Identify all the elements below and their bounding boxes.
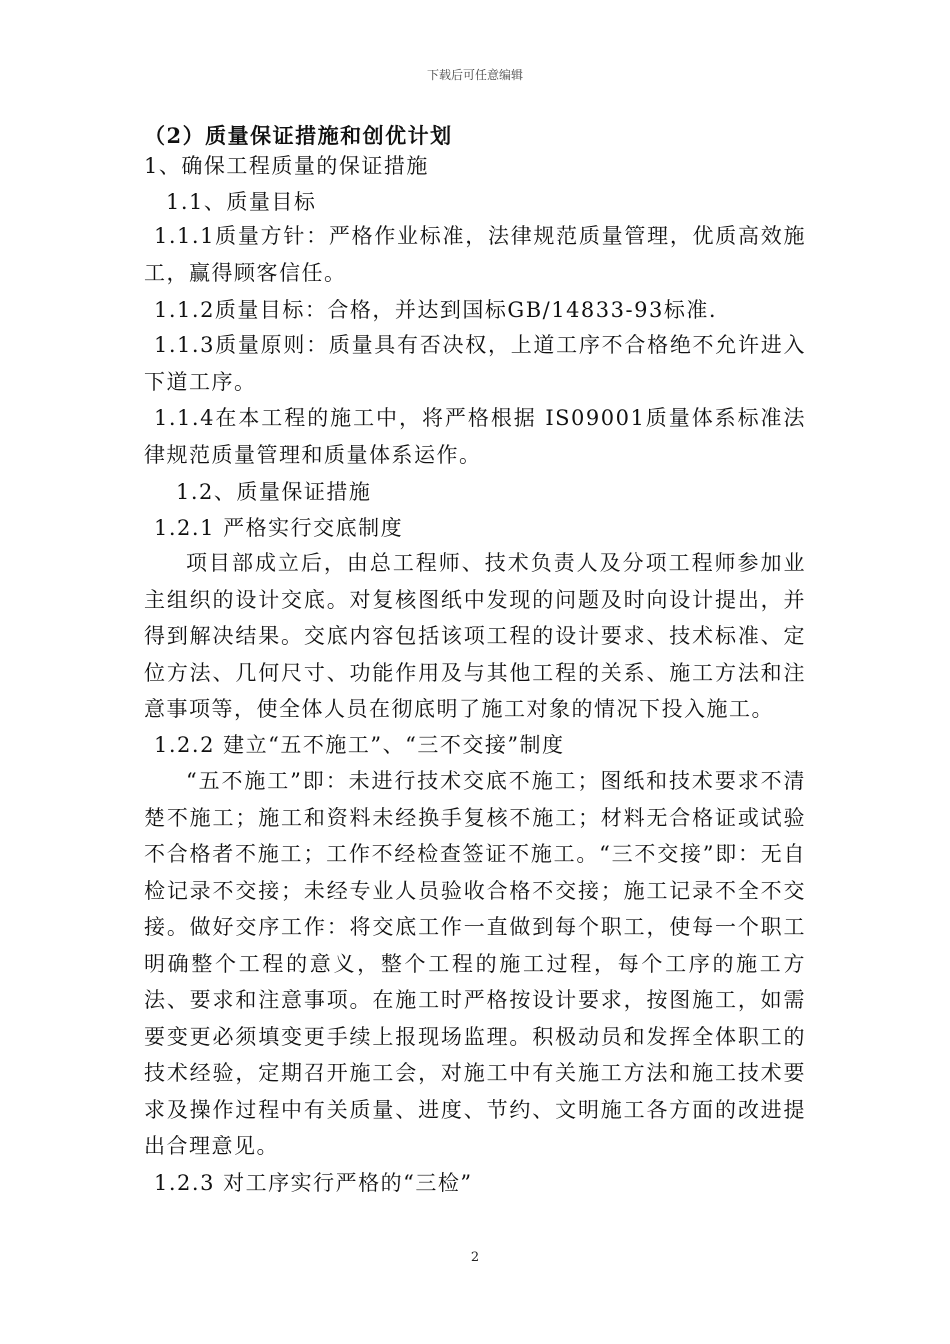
item-1-1-1: 1.1.1质量方针：严格作业标准，法律规范质量管理，优质高效施工，赢得顾客信任。 [144, 224, 806, 285]
document-title: （2）质量保证措施和创优计划 [144, 123, 453, 148]
item-1-1-4: 1.1.4在本工程的施工中，将严格根据 IS09001质量体系标准法律规范质量管理和质量体系运作。 [144, 406, 806, 467]
paragraph-1-2-1: 项目部成立后，由总工程师、技术负责人及分项工程师参加业主组织的设计交底。对复核图纸中发现的问题及时向设计提出，并得到解决结果。交底内容包括该项工程的设计要求、技术标准、定位方法、几何尺寸、功能作用及与其他工程的关系、施工方法和注意事项等，使全体人员在彻底明了施工对象的情况下投入施工。 [144, 551, 806, 721]
header-note: 下载后可任意编辑 [426, 68, 523, 82]
paragraph-1-2-2: “五不施工”即：未进行技术交底不施工；图纸和技术要求不清楚不施工；施工和资料未经换手复核不施工；材料无合格证或试验不合格者不施工；工作不经检查签证不施工。“三不交接”即：无自检记录不交接；未经专业人员验收合格不交接；施工记录不全不交接。做好交序工作：将交底工作一直做到每个职工，使每一个职工明确整个工程的意义，整个工程的施工过程，每个工序的施工方法、要求和注意事项。在施工时严格按设计要求，按图施工，如需要变更必须填变更手续上报现场监理。积极动员和发挥全体职工的技术经验，定期召开施工会，对施工中有关施工方法和施工技术要求及操作过程中有关质量、进度、节约、文明施工各方面的改进提出合理意见。 [144, 769, 806, 1158]
section-heading-1: 1、确保工程质量的保证措施 [144, 154, 429, 178]
item-1-1-2: 1.1.2质量目标：合格，并达到国标GB/14833-93标准. [154, 298, 718, 322]
item-1-2-3: 1.2.3 对工序实行严格的“三检” [154, 1171, 473, 1195]
section-heading-1-1: 1.1、质量目标 [166, 190, 317, 214]
section-heading-1-2: 1.2、质量保证措施 [176, 480, 372, 504]
item-1-2-1: 1.2.1 严格实行交底制度 [154, 516, 404, 540]
item-1-1-3: 1.1.3质量原则：质量具有否决权，上道工序不合格绝不允许进入下道工序。 [144, 333, 806, 394]
item-1-2-2: 1.2.2 建立“五不施工”、“三不交接”制度 [154, 733, 565, 757]
page-number: 2 [470, 1250, 480, 1265]
